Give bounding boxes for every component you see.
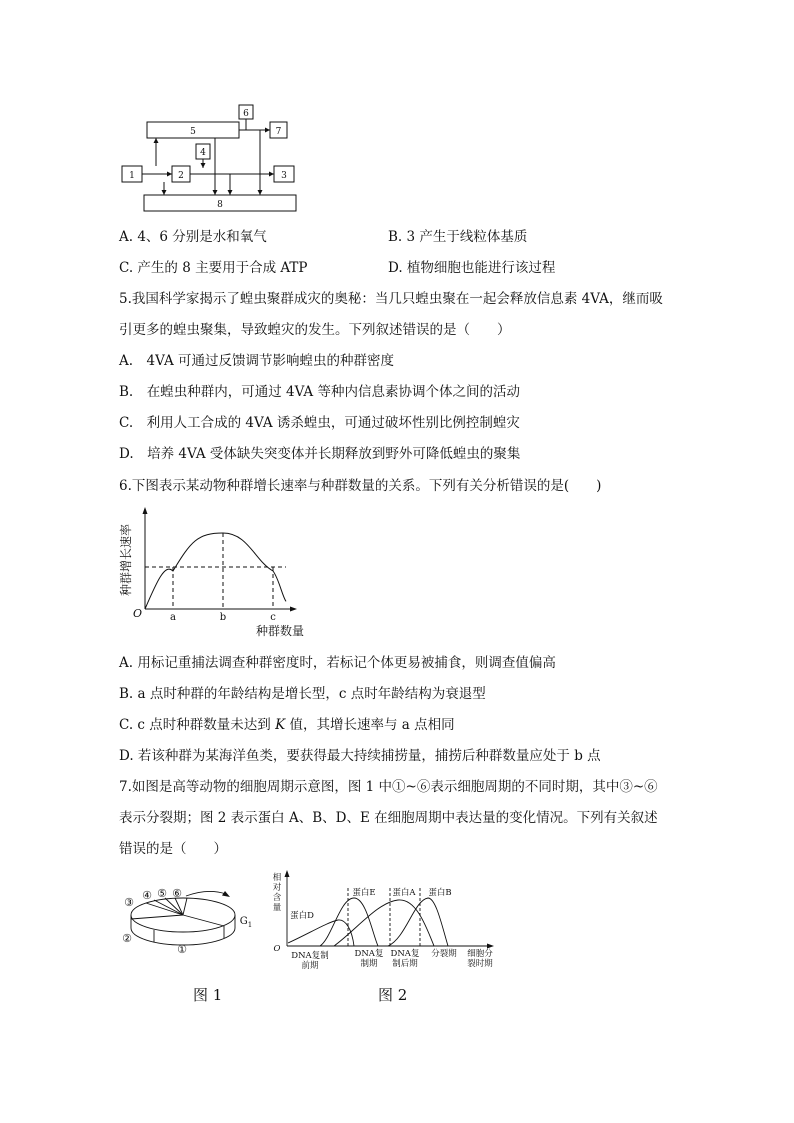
phase-5-line2: 裂时期 — [467, 959, 493, 969]
chart-xlabel: 种群数量 — [255, 624, 305, 638]
phase-3-line2: 制后期 — [392, 959, 418, 969]
stage-1-label: ① — [177, 943, 187, 956]
q4-option-c: C. 产生的 8 主要用于合成 ATP — [119, 260, 308, 276]
protein-expression-figure-2 — [268, 868, 503, 976]
label-protein-e: 蛋白E — [352, 888, 376, 898]
q6-stem: 6.下图表示某动物种群增长速率与种群数量的关系。下列有关分析错误的是( ) — [119, 478, 602, 494]
box-3-label: 3 — [281, 171, 287, 181]
q7-stem-line1: 7.如图是高等动物的细胞周期示意图，图 1 中①~⑥表示细胞周期的不同时期，其中③~⑥ — [119, 779, 658, 795]
q7-stem-line3: 错误的是（ ） — [119, 841, 227, 857]
box-1-label: 1 — [129, 171, 135, 181]
phase-5-line1: 细胞分 — [467, 949, 493, 959]
ylabel-char-1: 相 — [272, 873, 282, 883]
phase-1-line2: 前期 — [301, 961, 319, 971]
q6-option-a: A. 用标记重捕法调查种群密度时，若标记个体更易被捕食，则调查值偏高 — [119, 655, 556, 671]
curve-protein-e — [320, 898, 378, 946]
box-8-label: 8 — [217, 200, 223, 210]
chart-origin: O — [133, 607, 143, 620]
tick-c: c — [270, 612, 276, 623]
phase-2-line1: DNA复 — [354, 949, 384, 959]
q5-stem-line2: 引更多的蝗虫聚集，导致蝗灾的发生。下列叙述错误的是（ ） — [119, 322, 511, 338]
g1-label: $G_1$ — [239, 916, 253, 929]
q5-option-a: A. 4VA 可通过反馈调节影响蝗虫的种群密度 — [119, 353, 395, 369]
q5-option-c: C. 利用人工合成的 4VA 诱杀蝗虫，可通过破坏性别比例控制蝗灾 — [119, 415, 520, 431]
q4-option-a: A. 4、6 分别是水和氧气 — [119, 229, 267, 245]
phase-3-line1: DNA复 — [390, 949, 420, 959]
figure-2-caption: 图 2 — [378, 986, 408, 1004]
q4-option-d: D. 植物细胞也能进行该过程 — [388, 260, 556, 276]
q5-option-b: B. 在蝗虫种群内，可通过 4VA 等种内信息素协调个体之间的活动 — [119, 384, 520, 400]
q6-option-b: B. a 点时种群的年龄结构是增长型，c 点时年龄结构为衰退型 — [119, 686, 486, 702]
box-4-label: 4 — [200, 148, 206, 158]
ylabel-char-3: 含 — [272, 893, 282, 903]
q6-option-c: C. c 点时种群数量未达到 K 值，其增长速率与 a 点相同 — [119, 717, 455, 733]
curve-protein-a — [334, 900, 434, 946]
q5-option-d: D. 培养 4VA 受体缺失突变体并长期释放到野外可降低蝗虫的聚集 — [119, 446, 521, 462]
curve-protein-b — [388, 898, 448, 946]
ylabel-char-2: 对 — [272, 883, 282, 893]
q5-stem-line1: 5.我国科学家揭示了蝗虫聚群成灾的奥秘：当几只蝗虫聚在一起会释放信息素 4VA，继而吸 — [119, 291, 663, 307]
box-5-label: 5 — [190, 127, 196, 137]
box-6-label: 6 — [243, 109, 249, 119]
metabolic-process-diagram — [120, 100, 305, 215]
ylabel-char-4: 量 — [272, 903, 282, 913]
figure-1-caption: 图 1 — [193, 986, 223, 1004]
stage-5-label: ⑤ — [157, 887, 167, 900]
tick-b: b — [219, 612, 227, 623]
label-protein-b: 蛋白B — [428, 888, 452, 898]
cell-cycle-figure-1 — [118, 880, 268, 960]
tick-a: a — [170, 612, 176, 623]
phase-2-line2: 制期 — [360, 959, 378, 969]
growth-curve — [145, 533, 286, 609]
curve-protein-d — [288, 920, 354, 946]
q6-option-d: D. 若该种群为某海洋鱼类，要获得最大持续捕捞量，捕捞后种群数量应处于 b 点 — [119, 748, 601, 764]
fig2-origin: O — [273, 944, 281, 954]
stage-4-label: ④ — [142, 889, 152, 902]
chart-ylabel: 种群增长速率 — [119, 523, 133, 597]
box-2-label: 2 — [178, 171, 184, 181]
growth-rate-chart — [118, 505, 305, 640]
phase-4-line1: 分裂期 — [431, 949, 457, 959]
stage-2-label: ② — [122, 932, 132, 945]
q4-option-b: B. 3 产生于线粒体基质 — [388, 229, 528, 245]
phase-1-line1: DNA复制 — [291, 951, 329, 961]
label-protein-a: 蛋白A — [392, 888, 416, 898]
stage-3-label: ③ — [124, 896, 134, 909]
q7-stem-line2: 表示分裂期；图 2 表示蛋白 A、B、D、E 在细胞周期中表达量的变化情况。下列有关叙述 — [119, 810, 658, 826]
stage-6-label: ⑥ — [172, 887, 182, 900]
label-protein-d: 蛋白D — [290, 911, 314, 921]
box-7-label: 7 — [275, 127, 282, 137]
